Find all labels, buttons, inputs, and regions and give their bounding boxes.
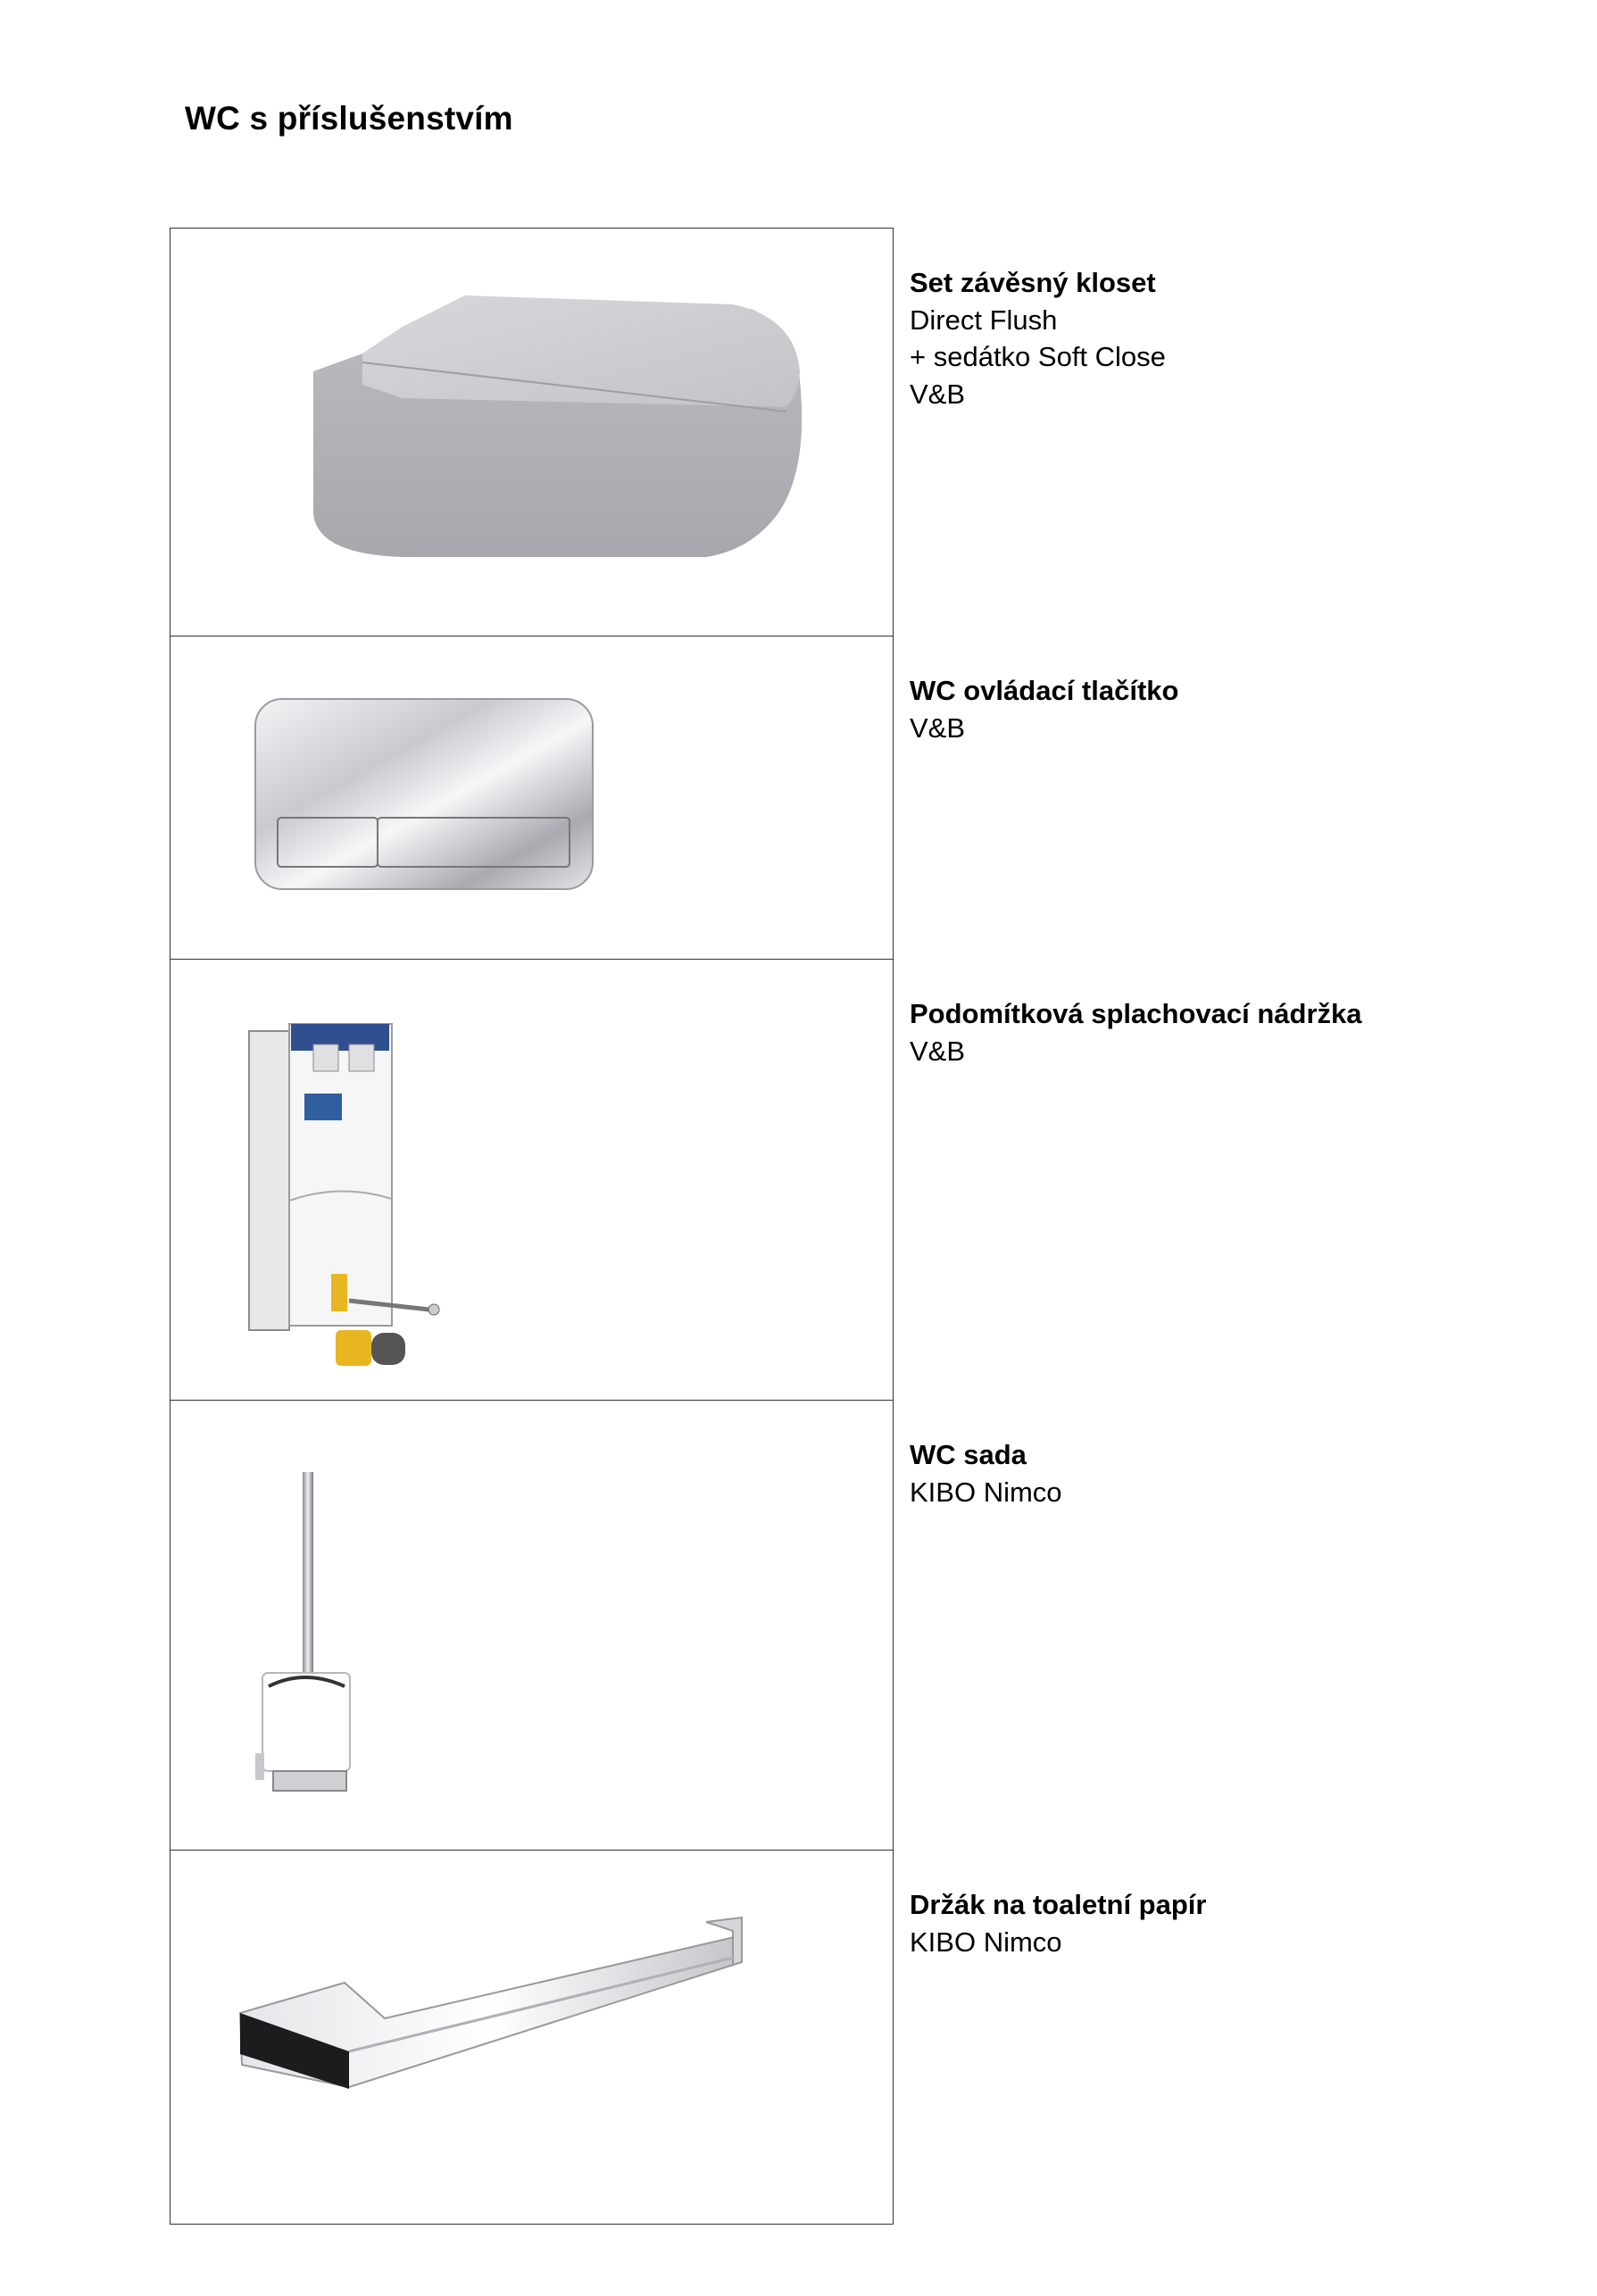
item-description (910, 1436, 1535, 1510)
product-table (170, 228, 1362, 2225)
item-title: WC sada (910, 1439, 1027, 1470)
image-cell (171, 1401, 894, 1850)
item-title: WC ovládací tlačítko (910, 675, 1179, 706)
item-title: Držák na toaletní papír (910, 1889, 1207, 1920)
paper-holder-image (171, 1851, 892, 2223)
image-cell (171, 229, 894, 636)
image-cell (171, 1851, 894, 2224)
item-description (910, 995, 1535, 1069)
item-description (910, 264, 1535, 412)
item-line: + sedátko Soft Close (910, 341, 1166, 372)
table-row (171, 1851, 1207, 2225)
toilet-brush-image (171, 1401, 892, 1849)
table-row (171, 229, 1166, 636)
concealed-cistern-image (171, 960, 892, 1399)
item-description (910, 1886, 1535, 1960)
page-title: WC s příslušenstvím (185, 100, 513, 137)
item-title: Set závěsný kloset (910, 267, 1156, 298)
table-row (171, 1401, 1062, 1851)
image-cell (171, 960, 894, 1400)
item-line: Direct Flush (910, 304, 1058, 336)
image-cell (171, 636, 894, 959)
table-row (171, 960, 1362, 1401)
item-title: Podomítková splachovací nádržka (910, 998, 1362, 1029)
flush-plate-image (171, 636, 892, 958)
table-row (171, 636, 1179, 960)
item-line: KIBO Nimco (910, 1926, 1062, 1958)
item-description (910, 672, 1535, 746)
item-line: V&B (910, 711, 966, 744)
wall-hung-toilet-image (171, 229, 892, 635)
item-line: KIBO Nimco (910, 1476, 1062, 1508)
item-line: V&B (910, 378, 966, 410)
item-line: V&B (910, 1035, 966, 1067)
